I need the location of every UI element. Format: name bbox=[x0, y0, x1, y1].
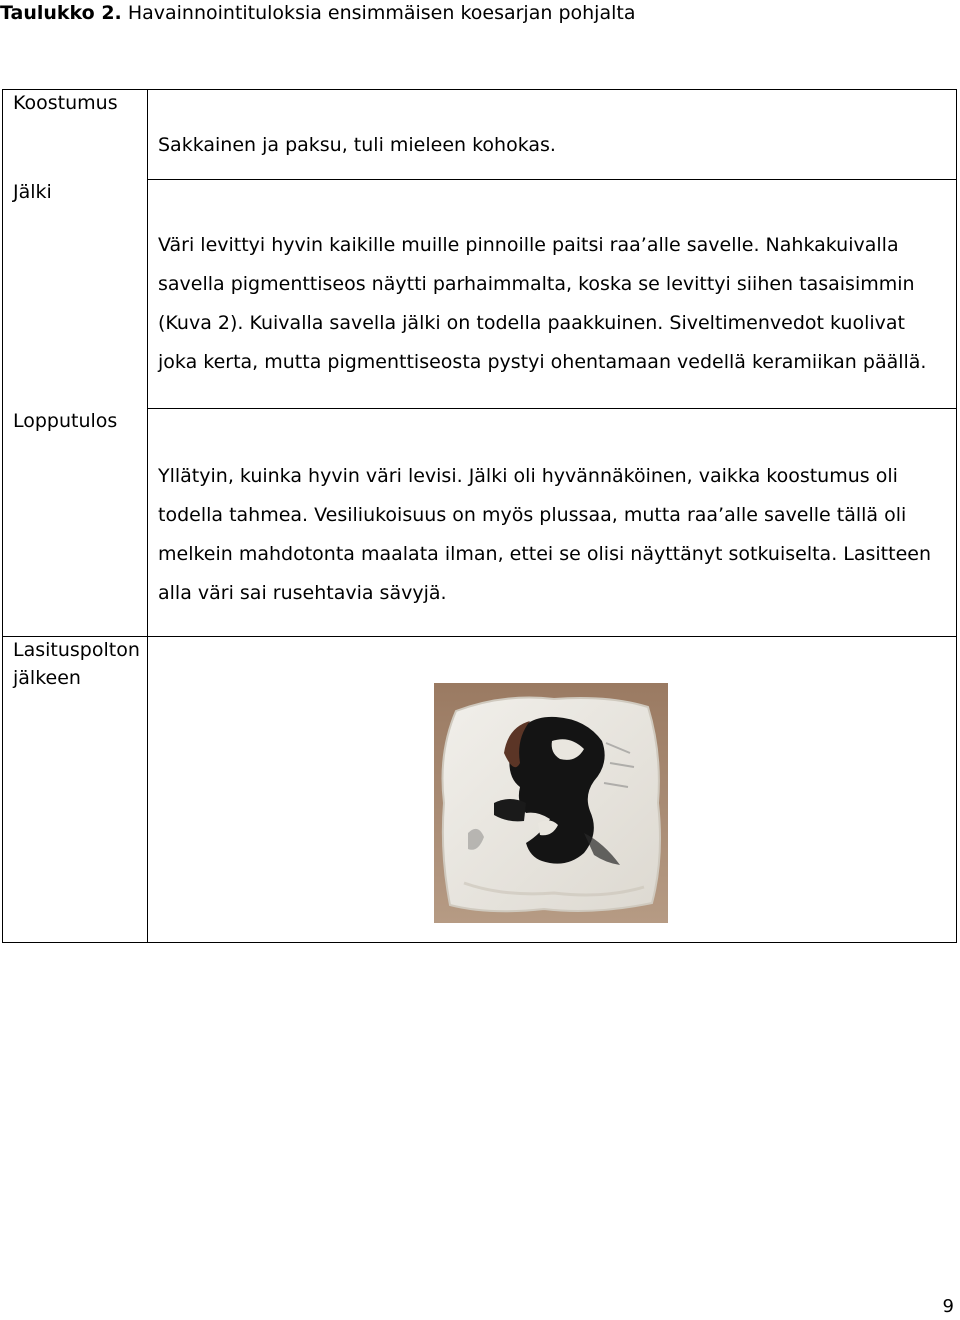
cell-koostumus: Sakkainen ja paksu, tuli mieleen kohokas. bbox=[158, 134, 556, 156]
row-label-lopputulos: Lopputulos bbox=[13, 410, 118, 432]
row-divider bbox=[147, 408, 956, 409]
cell-jalki: Väri levittyi hyvin kaikille muille pinnoille paitsi raa’alle savelle. Nahkakuivalla savella pigmenttiseos näytti parhaimmalta, koska se levittyi siihen tasaisimmin (Kuva 2). Kuivalla savella jälki on todella paakkuinen. Siveltimenvedot kuolivat joka kerta, mutta pigmenttiseosta pystyi ohentamaan vedellä keramiikan päällä. bbox=[158, 234, 927, 373]
cell-lopputulos: Yllätyin, kuinka hyvin väri levisi. Jälki oli hyvännäköinen, vaikka koostumus oli todella tahmea. Vesiliukoisuus on myös plussaa, mutta raa’alle savelle tällä oli melkein mahdotonta maalata ilman, ettei se olisi näyttänyt sotkuiselta. Lasitteen alla väri sai rusehtavia sävyjä. bbox=[158, 465, 932, 604]
ceramic-tile-photo bbox=[434, 683, 668, 923]
row-divider bbox=[3, 636, 956, 637]
column-divider bbox=[147, 90, 148, 942]
row-label-jalki: Jälki bbox=[13, 181, 52, 203]
page-number: 9 bbox=[942, 1296, 954, 1317]
row-label-lasituspolton: Lasituspolton jälkeen bbox=[13, 639, 140, 689]
row-divider bbox=[147, 179, 956, 180]
caption-title: Havainnointituloksia ensimmäisen koesarjan pohjalta bbox=[127, 2, 636, 24]
caption-label: Taulukko 2. bbox=[0, 2, 122, 24]
row-label-koostumus: Koostumus bbox=[13, 92, 118, 114]
table-caption bbox=[0, 0, 635, 26]
